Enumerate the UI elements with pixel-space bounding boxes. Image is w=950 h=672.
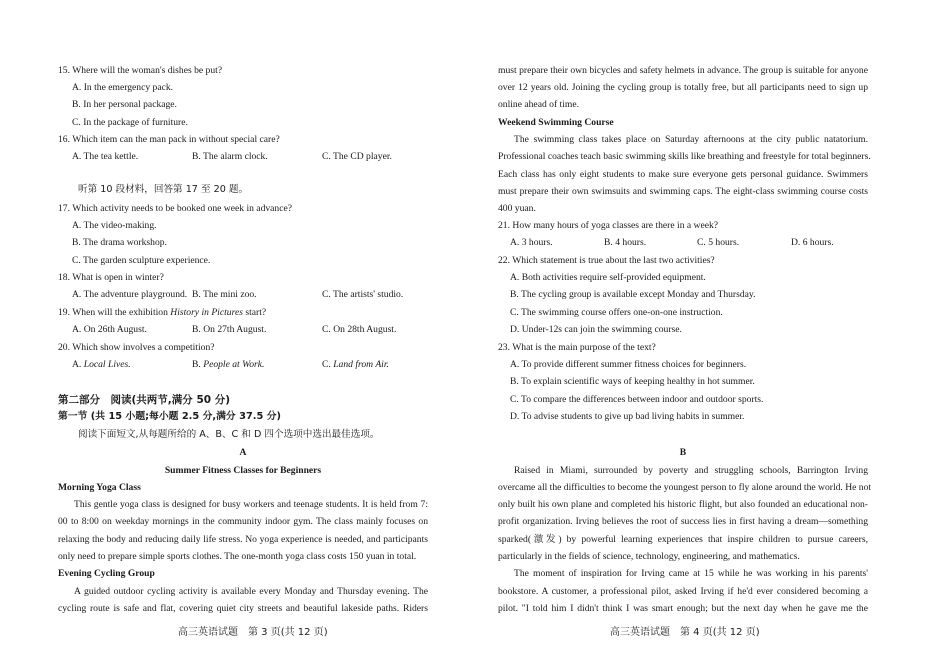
q17-option-b: B. The drama workshop. (72, 237, 167, 248)
passage-title: Summer Fitness Classes for Beginners (164, 465, 322, 476)
b-para1-line-2: overcame all the difficulties to become the youngest person to fly alone around the world. He not (498, 482, 872, 493)
q21-option-c: C. 5 hours. (697, 237, 740, 248)
q20-option-b: B. People at Work. (192, 359, 265, 370)
swim-line-2: Professional coaches teach basic swimming skills like breathing and freestyle for total beginners. (498, 151, 871, 162)
yoga-line-3: relaxing the body and reducing daily life stress. No yoga experience is needed, and participants (58, 534, 428, 545)
swim-heading: Weekend Swimming Course (498, 117, 614, 128)
q18-option-c: C. The artists' studio. (322, 289, 404, 300)
q21-option-b: B. 4 hours. (604, 237, 647, 248)
cycling-cont-line-2: over 12 years old. Joining the cycling group is totally free, but all participants need to sign up (498, 82, 868, 93)
q22-option-a: A. Both activities require self-provided equipment. (510, 272, 706, 283)
b-para2-line-2: bookstore. A customer, a professional pilot, asked Irving if he'd ever considered becoming a (498, 586, 868, 597)
q22-option-c: C. The swimming course offers one-on-one instruction. (510, 307, 723, 318)
q15-option-c: C. In the package of furniture. (72, 117, 188, 128)
q23-option-a: A. To provide different summer fitness choices for beginners. (510, 359, 747, 370)
swim-line-3: Each class has only eight students to make sure everyone gets personal guidance. Swimmers (498, 169, 868, 180)
b-para1-line-5: sparked(激发) by powerful learning experiences that inspire children to pursue careers, (498, 534, 868, 545)
q20-stem: 20. Which show involves a competition? (58, 342, 215, 353)
b-para2-line-3: pilot. "I told him I didn't think I was smart enough; but the next day when he gave me the (498, 603, 868, 614)
q18-stem: 18. What is open in winter? (58, 272, 164, 283)
section-one-heading: 第一节 (共 15 小题;每小题 2.5 分,满分 37.5 分) (58, 411, 281, 422)
q22-stem: 22. Which statement is true about the last two activities? (498, 255, 715, 266)
q18-option-b: B. The mini zoo. (192, 289, 257, 300)
cycling-cont-line-1: must prepare their own bicycles and safety helmets in advance. The group is suitable for anyone (498, 65, 868, 76)
cycling-cont-line-3: online ahead of time. (498, 99, 579, 110)
part-two-heading: 第二部分 阅读(共两节,满分 50 分) (58, 394, 231, 406)
q21-option-a: A. 3 hours. (510, 237, 553, 248)
listening-instruction: 听第 10 段材料，回答第 17 至 20 题。 (78, 184, 249, 195)
b-para1-line-6: particularly in the fields of science, technology, engineering, and mathematics. (498, 551, 800, 562)
q19-option-b: B. On 27th August. (192, 324, 267, 335)
page-footer-left: 高三英语试题 第 3 页(共 12 页) (178, 627, 328, 638)
swim-line-5: 400 yuan. (498, 203, 536, 214)
q16-option-b: B. The alarm clock. (192, 151, 268, 162)
q23-option-d: D. To advise students to give up bad living habits in summer. (510, 411, 745, 422)
cycling-line-2: cycling route is safe and flat, covering quiet city streets and beautiful lakeside paths. Riders (58, 603, 428, 614)
q17-option-c: C. The garden sculpture experience. (72, 255, 211, 266)
q15-option-a: A. In the emergency pack. (72, 82, 174, 93)
q21-option-d: D. 6 hours. (791, 237, 834, 248)
q23-stem: 23. What is the main purpose of the text? (498, 342, 656, 353)
q21-stem: 21. How many hours of yoga classes are there in a week? (498, 220, 719, 231)
q18-option-a: A. The adventure playground. (72, 289, 188, 300)
q23-option-c: C. To compare the differences between indoor and outdoor sports. (510, 394, 764, 405)
b-para2-line-1: The moment of inspiration for Irving came at 15 while he was working in his parents' (514, 568, 868, 579)
q22-option-d: D. Under-12s can join the swimming course. (510, 324, 682, 335)
q17-stem: 17. Which activity needs to be booked one week in advance? (58, 203, 292, 214)
swim-line-1: The swimming class takes place on Saturday afternoons at the city public natatorium. (514, 134, 868, 145)
q20-option-a: A. Local Lives. (72, 359, 131, 370)
q16-option-a: A. The tea kettle. (72, 151, 139, 162)
yoga-line-1: This gentle yoga class is designed for busy workers and teenage students. It is held from 7: (74, 499, 428, 510)
yoga-line-4: only need to prepare simple sports clothes. The one-month yoga class costs 150 yuan in total. (58, 551, 417, 562)
passage-letter-a: A (239, 447, 247, 458)
reading-instruction: 阅读下面短文,从每题所给的 A、B、C 和 D 四个选项中选出最佳选项。 (78, 429, 380, 440)
b-para1-line-4: profit organization. Irving believes the root of success lies in first having a dream—something (498, 516, 868, 527)
page-footer-right: 高三英语试题 第 4 页(共 12 页) (610, 627, 760, 638)
q15-option-b: B. In her personal package. (72, 99, 177, 110)
q19-stem: 19. When will the exhibition History in Pictures start? (58, 307, 267, 318)
cycling-line-1: A guided outdoor cycling activity is available every Monday and Thursday evening. The (74, 586, 428, 597)
q15-stem: 15. Where will the woman's dishes be put? (58, 65, 223, 76)
cycling-heading: Evening Cycling Group (58, 568, 155, 579)
q17-option-a: A. The video-making. (72, 220, 157, 231)
q19-option-a: A. On 26th August. (72, 324, 147, 335)
swim-line-4: must prepare their own swimsuits and swimming caps. The eight-class swimming course costs (498, 186, 868, 197)
q19-option-c: C. On 28th August. (322, 324, 397, 335)
q16-stem: 16. Which item can the man pack in without special care? (58, 134, 280, 145)
q16-option-c: C. The CD player. (322, 151, 392, 162)
q20-option-c: C. Land from Air. (322, 359, 389, 370)
passage-letter-b: B (679, 447, 687, 458)
q23-option-b: B. To explain scientific ways of keeping healthy in hot summer. (510, 376, 755, 387)
q22-option-b: B. The cycling group is available except Monday and Thursday. (510, 289, 756, 300)
b-para1-line-1: Raised in Miami, surrounded by poverty and struggling schools, Barrington Irving (514, 465, 868, 476)
yoga-heading: Morning Yoga Class (58, 482, 141, 493)
yoga-line-2: 00 to 8:00 on weekday mornings in the community indoor gym. The class mainly focuses on (58, 516, 428, 527)
b-para1-line-3: only built his own plane and completed his historic flight, but also founded an educational non- (498, 499, 868, 510)
